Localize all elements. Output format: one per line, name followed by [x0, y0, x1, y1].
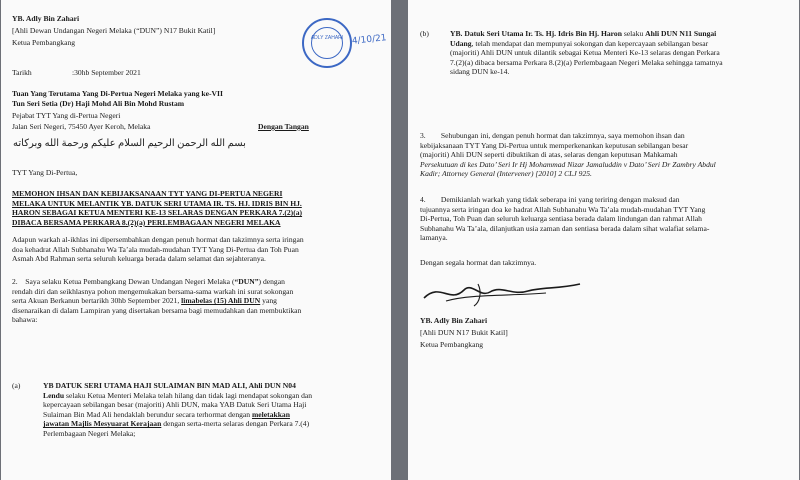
handwritten-date: 4/10/21	[351, 33, 388, 47]
subject-line-1: MEMOHON IHSAN DAN KEBIJAKSANAAN TYT YANG DI-PERTUA NEGERI	[12, 189, 283, 198]
para1-line-2: doa kehadrat Allah Subhanahu Wa Ta’ala mudah-mudahan TYT Yang Di-Pertua dan Toh Puan	[12, 244, 299, 254]
subject-line-4: DIBACA BERSAMA PERKARA 8.(2)(a) PERLEMBAGAAN NEGERI MELAKA	[12, 217, 281, 227]
letter-page-1	[1, 0, 391, 480]
para4-number: 4.	[420, 195, 426, 204]
item-a-line5-b: dengan serta-merta selaras dengan Perkara 7.(4)	[163, 419, 310, 429]
item-b-selaku: selaku	[623, 29, 644, 38]
item-b	[450, 29, 795, 77]
item-a-line4-a: Sulaiman Bin Mad Ali hendaklah berundur secara terhormat dengan	[43, 409, 251, 419]
para3-line-5: Kadir; Attorney General (Intervener) [2010] 2 CLJ 925.	[420, 169, 592, 179]
para2-line-3	[12, 296, 387, 306]
item-b-label: (b)	[420, 29, 429, 38]
para2-line-4: disenaraikan di dalam Lampiran yang disertakan bersama bagi memudahkan dan membuktikan	[12, 305, 302, 315]
para2-line1-c: ) dengan	[258, 277, 285, 286]
sender-position: [Ahli Dewan Undangan Negeri Melaka (“DUN”) N17 Bukit Katil]	[12, 26, 216, 35]
para2-line-5: bahawa:	[12, 315, 38, 325]
addressee-line-1: Tuan Yang Terutama Yang Di-Pertua Negeri Melaka yang ke-VII	[12, 89, 223, 98]
para3-number: 3.	[420, 131, 426, 140]
para2-line1-a: Saya selaku Ketua Pembangkang Dewan Undangan Negeri Melaka (	[25, 277, 235, 286]
closing-line: Dengan segala hormat dan takzimnya.	[420, 258, 537, 267]
item-a-line-6: Perlembagaan Negeri Melaka;	[43, 428, 136, 438]
signer-role: Ketua Pembangkang	[420, 340, 484, 349]
para2-line-2: rendah diri dan seikhlasnya pohon mengemukakan bersama-sama warkah ini surat sokongan	[12, 286, 294, 296]
item-a	[43, 381, 385, 439]
bismillah: بسم الله الرحمن الرحيم	[147, 138, 246, 149]
para1-line-3: Asmah Abd Rahman serta seluruh keluarga berada dalam selamat dan sejahteranya.	[12, 254, 266, 264]
signer-name: YB. Adly Bin Zahari	[420, 316, 488, 325]
letter-page-2	[408, 0, 799, 480]
para4-line-2: tujuannya serta iringan doa ke hadrat Allah Subhanahu Wa Ta’ala mudah-mudahan TYT Yang	[420, 204, 706, 214]
paragraph-3	[420, 131, 795, 179]
para2-line-1	[12, 277, 387, 287]
item-a-line-1: YB DATUK SERI UTAMA HAJI SULAIMAN BIN MAD ALI, Ahli DUN N04	[43, 381, 296, 390]
date-value: :30hb September 2021	[72, 68, 141, 77]
para3-line-4: Persekutuan di kes Dato’ Seri Ir Hj Mohammad Nizar Jamaluddin v Dato’ Seri Dr Zambry Abdul	[420, 159, 716, 169]
para2-line3-c: yang	[262, 296, 277, 306]
para3-line-2: kebijaksanaan TYT Yang Di-Pertua untuk memperkenankan keputusan sebilangan besar	[420, 140, 689, 150]
arabic-greeting	[13, 139, 246, 149]
item-a-lendu: Lendu	[43, 390, 65, 400]
para2-number: 2.	[12, 277, 18, 286]
item-b-line-3: (majoriti) Ahli DUN untuk dilantik sebagai Ketua Menteri Ke-13 selaras dengan Perkara	[450, 48, 720, 58]
fifteen-members-highlight: limabelas (15) Ahli DUN	[181, 296, 261, 306]
item-b-name: YB. Datuk Seri Utama Ir. Ts. Hj. Idris Bin Hj. Haron	[450, 29, 622, 38]
stamp-text: ADLY ZAHARI	[310, 35, 344, 41]
item-a-line-2	[43, 391, 385, 401]
para2-line3-a: serta Akuan Berkanun bertarikh 30hb September 2021,	[12, 296, 180, 306]
item-a-line-4	[43, 410, 385, 420]
item-b-udang: Udang	[450, 38, 472, 48]
date-label: Tarikh	[12, 68, 32, 77]
item-a-label: (a)	[12, 381, 21, 390]
sender-role: Ketua Pembangkang	[12, 38, 76, 47]
item-a-line2-b: selaku Ketua Menteri Melaka telah hilang dan tidak lagi mendapat sokongan dan	[66, 390, 313, 400]
office-line-1: Pejabat TYT Yang di-Pertua Negeri	[12, 111, 121, 120]
item-b-line-4: 7.(2)(a) dibaca bersama Perkara 8.(2)(a) Perlembagaan Negeri Melaka sehingga tamatnya	[450, 57, 723, 67]
paragraph-4	[420, 195, 795, 243]
salutation: TYT Yang Di-Pertua,	[12, 168, 78, 177]
item-a-resign-highlight: meletakkan	[251, 409, 290, 419]
para4-line1-text: Demikianlah warkah yang tidak seberapa ini yang teriring dengan maksud dan	[440, 195, 680, 204]
signature-image	[420, 276, 585, 308]
para3-line-1	[420, 131, 795, 141]
para1-line-1: Adapun warkah al-ikhlas ini dipersembahkan dengan penuh hormat dan takzimnya serta iringan	[12, 235, 304, 244]
salam: السلام عليكم ورحمة الله وبركاته	[13, 138, 145, 149]
para3-line-3: (majoriti) Ahli DUN seperti dibuktikan di atas, selaras dengan keputusan Mahkamah	[420, 150, 678, 160]
subject-line-2: MELAKA UNTUK MELANTIK YB. DATUK SERI UTAMA IR. TS. HJ. IDRIS BIN HJ.	[12, 198, 302, 208]
paragraph-1	[12, 235, 387, 264]
dun-abbrev: “DUN”	[234, 277, 259, 286]
para4-line-1	[420, 195, 795, 205]
delivery-note: Dengan Tangan	[258, 122, 309, 131]
office-line-2: Jalan Seri Negeri, 75450 Ayer Keroh, Melaka	[12, 122, 151, 131]
item-a-line-5	[43, 419, 385, 429]
item-b-line-1	[450, 29, 795, 39]
para4-line-4: Subhanahu Wa Ta’ala, dilanjutkan usia zaman dan sentiasa berada dalam sihat walafiat selama-	[420, 223, 710, 233]
sender-name: YB. Adly Bin Zahari	[12, 14, 80, 23]
para3-line1-text: Sehubungan ini, dengan penuh hormat dan takzimnya, saya memohon ihsan dan	[440, 131, 685, 140]
official-stamp	[302, 18, 352, 68]
stamp-inner-ring	[311, 27, 343, 59]
para4-line-5: lamanya.	[420, 233, 448, 243]
item-b-line-5: sidang DUN ke-14.	[450, 67, 510, 77]
subject-heading	[12, 189, 382, 227]
paragraph-2	[12, 277, 387, 325]
addressee-line-2: Tun Seri Setia (Dr) Haji Mohd Ali Bin Mohd Rustam	[12, 99, 185, 108]
item-a-line-3: kepercayaan sebilangan besar (majoriti) Ahli DUN, maka YAB Datuk Seri Utama Haji	[43, 400, 307, 410]
signer-position: [Ahli DUN N17 Bukit Katil]	[420, 328, 508, 337]
item-a-council-highlight: jawatan Majlis Mesyuarat Kerajaan	[43, 419, 162, 429]
item-b-line-2	[450, 39, 795, 49]
para4-line-3: Di-Pertua, Toh Puan dan seluruh keluarga sentiasa berada dalam lindungan dan rahmat Allah	[420, 214, 702, 224]
subject-line-3: HARON SEBAGAI KETUA MENTERI KE-13 SELARAS DENGAN PERKARA 7.(2)(a)	[12, 208, 303, 218]
item-b-line2-b: , telah mendapat dan mempunyai sokongan dan kepercayaan sebilangan besar	[471, 38, 709, 48]
item-b-seat: Ahli DUN N11 Sungai	[645, 29, 717, 38]
